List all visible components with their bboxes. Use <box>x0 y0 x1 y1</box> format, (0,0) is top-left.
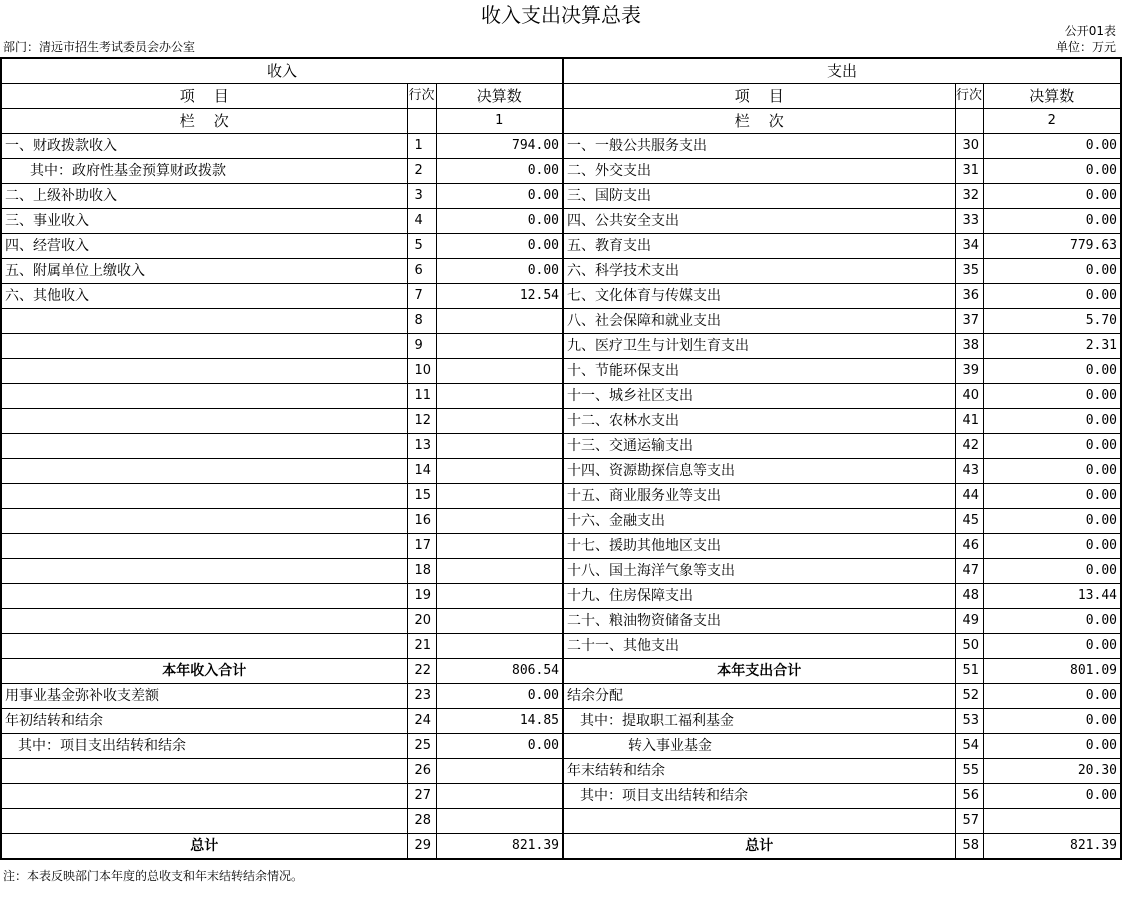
expense-row-number: 54 <box>955 734 983 759</box>
expense-row-number: 46 <box>955 534 983 559</box>
expense-amount: 0.00 <box>983 209 1121 234</box>
table-row <box>1 184 1121 209</box>
expense-amount: 0.00 <box>983 534 1121 559</box>
income-item <box>1 309 407 334</box>
income-row-number: 19 <box>407 584 436 609</box>
expense-header: 支出 <box>563 58 1121 84</box>
expense-item: 十四、资源勘探信息等支出 <box>563 459 955 484</box>
income-row-number: 15 <box>407 484 436 509</box>
table-row <box>1 634 1121 659</box>
expense-row-number: 43 <box>955 459 983 484</box>
table-row <box>1 359 1121 384</box>
income-item <box>1 359 407 384</box>
expense-item: 六、科学技术支出 <box>563 259 955 284</box>
income-amount <box>436 509 563 534</box>
expense-item: 二十、粮油物资储备支出 <box>563 609 955 634</box>
income-amount <box>436 434 563 459</box>
expense-column-index: 2 <box>983 109 1121 134</box>
income-row-number: 6 <box>407 259 436 284</box>
expense-item: 一、一般公共服务支出 <box>563 134 955 159</box>
income-amount <box>436 609 563 634</box>
table-row <box>1 509 1121 534</box>
table-row <box>1 609 1121 634</box>
expense-column-label: 栏 次 <box>563 109 955 134</box>
income-amount <box>436 459 563 484</box>
income-row-number: 18 <box>407 559 436 584</box>
table-row <box>1 684 1121 709</box>
income-amount: 0.00 <box>436 159 563 184</box>
income-item: 五、附属单位上缴收入 <box>1 259 407 284</box>
income-row-number: 22 <box>407 659 436 684</box>
income-row-number: 21 <box>407 634 436 659</box>
income-expense-table <box>0 57 1122 860</box>
income-row-number: 14 <box>407 459 436 484</box>
expense-row-number: 51 <box>955 659 983 684</box>
expense-item: 十六、金融支出 <box>563 509 955 534</box>
income-amount: 821.39 <box>436 834 563 860</box>
expense-item: 二十一、其他支出 <box>563 634 955 659</box>
income-item <box>1 384 407 409</box>
expense-amount: 0.00 <box>983 684 1121 709</box>
income-item-header: 项 目 <box>1 84 407 109</box>
expense-row-number: 36 <box>955 284 983 309</box>
expense-amount: 0.00 <box>983 184 1121 209</box>
expense-item: 十二、农林水支出 <box>563 409 955 434</box>
expense-row-number: 41 <box>955 409 983 434</box>
income-amount: 0.00 <box>436 684 563 709</box>
expense-item: 二、外交支出 <box>563 159 955 184</box>
table-row <box>1 459 1121 484</box>
table-row <box>1 809 1121 834</box>
expense-amount: 0.00 <box>983 459 1121 484</box>
form-number: 公开01表 <box>1064 24 1116 38</box>
expense-item-header: 项 目 <box>563 84 955 109</box>
expense-amount: 0.00 <box>983 484 1121 509</box>
expense-amount: 0.00 <box>983 359 1121 384</box>
income-item <box>1 334 407 359</box>
expense-amount: 0.00 <box>983 509 1121 534</box>
expense-amount <box>983 809 1121 834</box>
expense-item: 结余分配 <box>563 684 955 709</box>
table-row <box>1 784 1121 809</box>
expense-item: 八、社会保障和就业支出 <box>563 309 955 334</box>
income-item: 总计 <box>1 834 407 860</box>
expense-amount: 0.00 <box>983 384 1121 409</box>
expense-item: 本年支出合计 <box>563 659 955 684</box>
income-row-number: 2 <box>407 159 436 184</box>
income-row-number: 4 <box>407 209 436 234</box>
income-amount <box>436 784 563 809</box>
expense-row-number: 45 <box>955 509 983 534</box>
income-row-number: 27 <box>407 784 436 809</box>
table-row <box>1 534 1121 559</box>
income-amount <box>436 534 563 559</box>
income-amount: 0.00 <box>436 184 563 209</box>
expense-amount: 0.00 <box>983 134 1121 159</box>
expense-item <box>563 809 955 834</box>
section-header-row <box>1 58 1121 84</box>
expense-row-number: 42 <box>955 434 983 459</box>
income-item <box>1 509 407 534</box>
table-row <box>1 559 1121 584</box>
expense-amount: 0.00 <box>983 559 1121 584</box>
expense-amount: 0.00 <box>983 434 1121 459</box>
income-row-number: 29 <box>407 834 436 860</box>
expense-amount: 20.30 <box>983 759 1121 784</box>
income-item: 三、事业收入 <box>1 209 407 234</box>
income-amount <box>436 409 563 434</box>
expense-amount: 821.39 <box>983 834 1121 860</box>
income-row-number: 28 <box>407 809 436 834</box>
expense-row-number: 49 <box>955 609 983 634</box>
expense-amount: 0.00 <box>983 634 1121 659</box>
income-amount <box>436 759 563 784</box>
income-row-number: 17 <box>407 534 436 559</box>
income-item: 其中：政府性基金预算财政拨款 <box>1 159 407 184</box>
footnote: 注：本表反映部门本年度的总收支和年末结转结余情况。 <box>3 869 304 883</box>
income-amount <box>436 559 563 584</box>
table-row <box>1 334 1121 359</box>
income-amount-header: 决算数 <box>436 84 563 109</box>
expense-row-number: 56 <box>955 784 983 809</box>
income-item <box>1 759 407 784</box>
income-rowno-header: 行次 <box>407 84 436 109</box>
income-item: 年初结转和结余 <box>1 709 407 734</box>
income-row-number: 12 <box>407 409 436 434</box>
expense-amount: 801.09 <box>983 659 1121 684</box>
income-item: 二、上级补助收入 <box>1 184 407 209</box>
income-item <box>1 609 407 634</box>
income-row-number: 20 <box>407 609 436 634</box>
table-row <box>1 709 1121 734</box>
income-item <box>1 534 407 559</box>
expense-item: 五、教育支出 <box>563 234 955 259</box>
income-amount: 794.00 <box>436 134 563 159</box>
table-row <box>1 234 1121 259</box>
department-label: 部门：清远市招生考试委员会办公室 <box>3 40 196 54</box>
expense-row-number: 57 <box>955 809 983 834</box>
table-row <box>1 484 1121 509</box>
expense-row-number: 30 <box>955 134 983 159</box>
income-row-number: 1 <box>407 134 436 159</box>
table-row <box>1 409 1121 434</box>
table-row <box>1 384 1121 409</box>
income-amount <box>436 634 563 659</box>
income-item: 用事业基金弥补收支差额 <box>1 684 407 709</box>
table-row <box>1 434 1121 459</box>
income-row-number: 10 <box>407 359 436 384</box>
expense-row-number: 32 <box>955 184 983 209</box>
expense-amount: 0.00 <box>983 734 1121 759</box>
income-header: 收入 <box>1 58 563 84</box>
expense-row-number: 35 <box>955 259 983 284</box>
income-amount: 0.00 <box>436 259 563 284</box>
expense-amount: 5.70 <box>983 309 1121 334</box>
expense-item: 十七、援助其他地区支出 <box>563 534 955 559</box>
expense-row-number: 44 <box>955 484 983 509</box>
expense-amount-header: 决算数 <box>983 84 1121 109</box>
income-item: 四、经营收入 <box>1 234 407 259</box>
expense-item: 七、文化体育与传媒支出 <box>563 284 955 309</box>
expense-item: 转入事业基金 <box>563 734 955 759</box>
income-row-number: 11 <box>407 384 436 409</box>
expense-row-number: 55 <box>955 759 983 784</box>
income-amount: 0.00 <box>436 209 563 234</box>
income-item <box>1 459 407 484</box>
expense-item: 九、医疗卫生与计划生育支出 <box>563 334 955 359</box>
expense-amount: 0.00 <box>983 159 1121 184</box>
table-row <box>1 759 1121 784</box>
expense-row-number: 31 <box>955 159 983 184</box>
income-amount: 0.00 <box>436 734 563 759</box>
expense-item: 十五、商业服务业等支出 <box>563 484 955 509</box>
expense-row-number: 38 <box>955 334 983 359</box>
expense-row-number: 34 <box>955 234 983 259</box>
expense-row-number: 40 <box>955 384 983 409</box>
income-item <box>1 809 407 834</box>
expense-amount: 2.31 <box>983 334 1121 359</box>
expense-item: 十八、国土海洋气象等支出 <box>563 559 955 584</box>
unit-label: 单位：万元 <box>1055 40 1116 54</box>
expense-item: 十九、住房保障支出 <box>563 584 955 609</box>
table-row <box>1 159 1121 184</box>
table-row <box>1 734 1121 759</box>
income-row-number: 25 <box>407 734 436 759</box>
expense-item: 其中：提取职工福利基金 <box>563 709 955 734</box>
table-row <box>1 284 1121 309</box>
income-amount <box>436 809 563 834</box>
income-item: 其中：项目支出结转和结余 <box>1 734 407 759</box>
income-amount: 14.85 <box>436 709 563 734</box>
income-amount <box>436 359 563 384</box>
income-item <box>1 484 407 509</box>
expense-item: 十、节能环保支出 <box>563 359 955 384</box>
expense-row-number: 52 <box>955 684 983 709</box>
table-row <box>1 584 1121 609</box>
table-row <box>1 209 1121 234</box>
income-column-index: 1 <box>436 109 563 134</box>
expense-amount: 0.00 <box>983 709 1121 734</box>
expense-row-number: 48 <box>955 584 983 609</box>
table-row <box>1 309 1121 334</box>
income-item: 六、其他收入 <box>1 284 407 309</box>
expense-amount: 0.00 <box>983 284 1121 309</box>
expense-rowno-header: 行次 <box>955 84 983 109</box>
column-index-row <box>1 109 1121 134</box>
expense-row-number: 33 <box>955 209 983 234</box>
income-row-number: 26 <box>407 759 436 784</box>
income-amount <box>436 384 563 409</box>
income-amount <box>436 334 563 359</box>
income-amount <box>436 484 563 509</box>
income-amount <box>436 584 563 609</box>
expense-amount: 13.44 <box>983 584 1121 609</box>
income-row-number: 7 <box>407 284 436 309</box>
income-column-label: 栏 次 <box>1 109 407 134</box>
income-item <box>1 409 407 434</box>
income-row-number: 13 <box>407 434 436 459</box>
income-row-number: 8 <box>407 309 436 334</box>
income-item <box>1 584 407 609</box>
income-item <box>1 559 407 584</box>
expense-item: 总计 <box>563 834 955 860</box>
income-amount: 12.54 <box>436 284 563 309</box>
expense-amount: 779.63 <box>983 234 1121 259</box>
expense-item: 三、国防支出 <box>563 184 955 209</box>
expense-row-number: 53 <box>955 709 983 734</box>
expense-item: 年末结转和结余 <box>563 759 955 784</box>
income-amount: 806.54 <box>436 659 563 684</box>
income-item <box>1 434 407 459</box>
income-row-number: 24 <box>407 709 436 734</box>
expense-row-number: 47 <box>955 559 983 584</box>
expense-row-number: 39 <box>955 359 983 384</box>
income-item: 本年收入合计 <box>1 659 407 684</box>
table-row <box>1 659 1121 684</box>
income-amount <box>436 309 563 334</box>
income-amount: 0.00 <box>436 234 563 259</box>
expense-amount: 0.00 <box>983 259 1121 284</box>
expense-item: 四、公共安全支出 <box>563 209 955 234</box>
income-row-number: 3 <box>407 184 436 209</box>
expense-row-number: 50 <box>955 634 983 659</box>
empty-cell <box>407 109 436 134</box>
income-row-number: 5 <box>407 234 436 259</box>
expense-item: 十一、城乡社区支出 <box>563 384 955 409</box>
column-header-row <box>1 84 1121 109</box>
expense-row-number: 37 <box>955 309 983 334</box>
table-row <box>1 834 1121 860</box>
expense-item: 其中：项目支出结转和结余 <box>563 784 955 809</box>
empty-cell <box>955 109 983 134</box>
income-item: 一、财政拨款收入 <box>1 134 407 159</box>
income-row-number: 9 <box>407 334 436 359</box>
income-row-number: 16 <box>407 509 436 534</box>
page-title: 收入支出决算总表 <box>481 3 641 27</box>
table-row <box>1 134 1121 159</box>
income-row-number: 23 <box>407 684 436 709</box>
expense-item: 十三、交通运输支出 <box>563 434 955 459</box>
table-row <box>1 259 1121 284</box>
income-item <box>1 784 407 809</box>
expense-amount: 0.00 <box>983 409 1121 434</box>
expense-amount: 0.00 <box>983 609 1121 634</box>
expense-row-number: 58 <box>955 834 983 860</box>
income-item <box>1 634 407 659</box>
expense-amount: 0.00 <box>983 784 1121 809</box>
